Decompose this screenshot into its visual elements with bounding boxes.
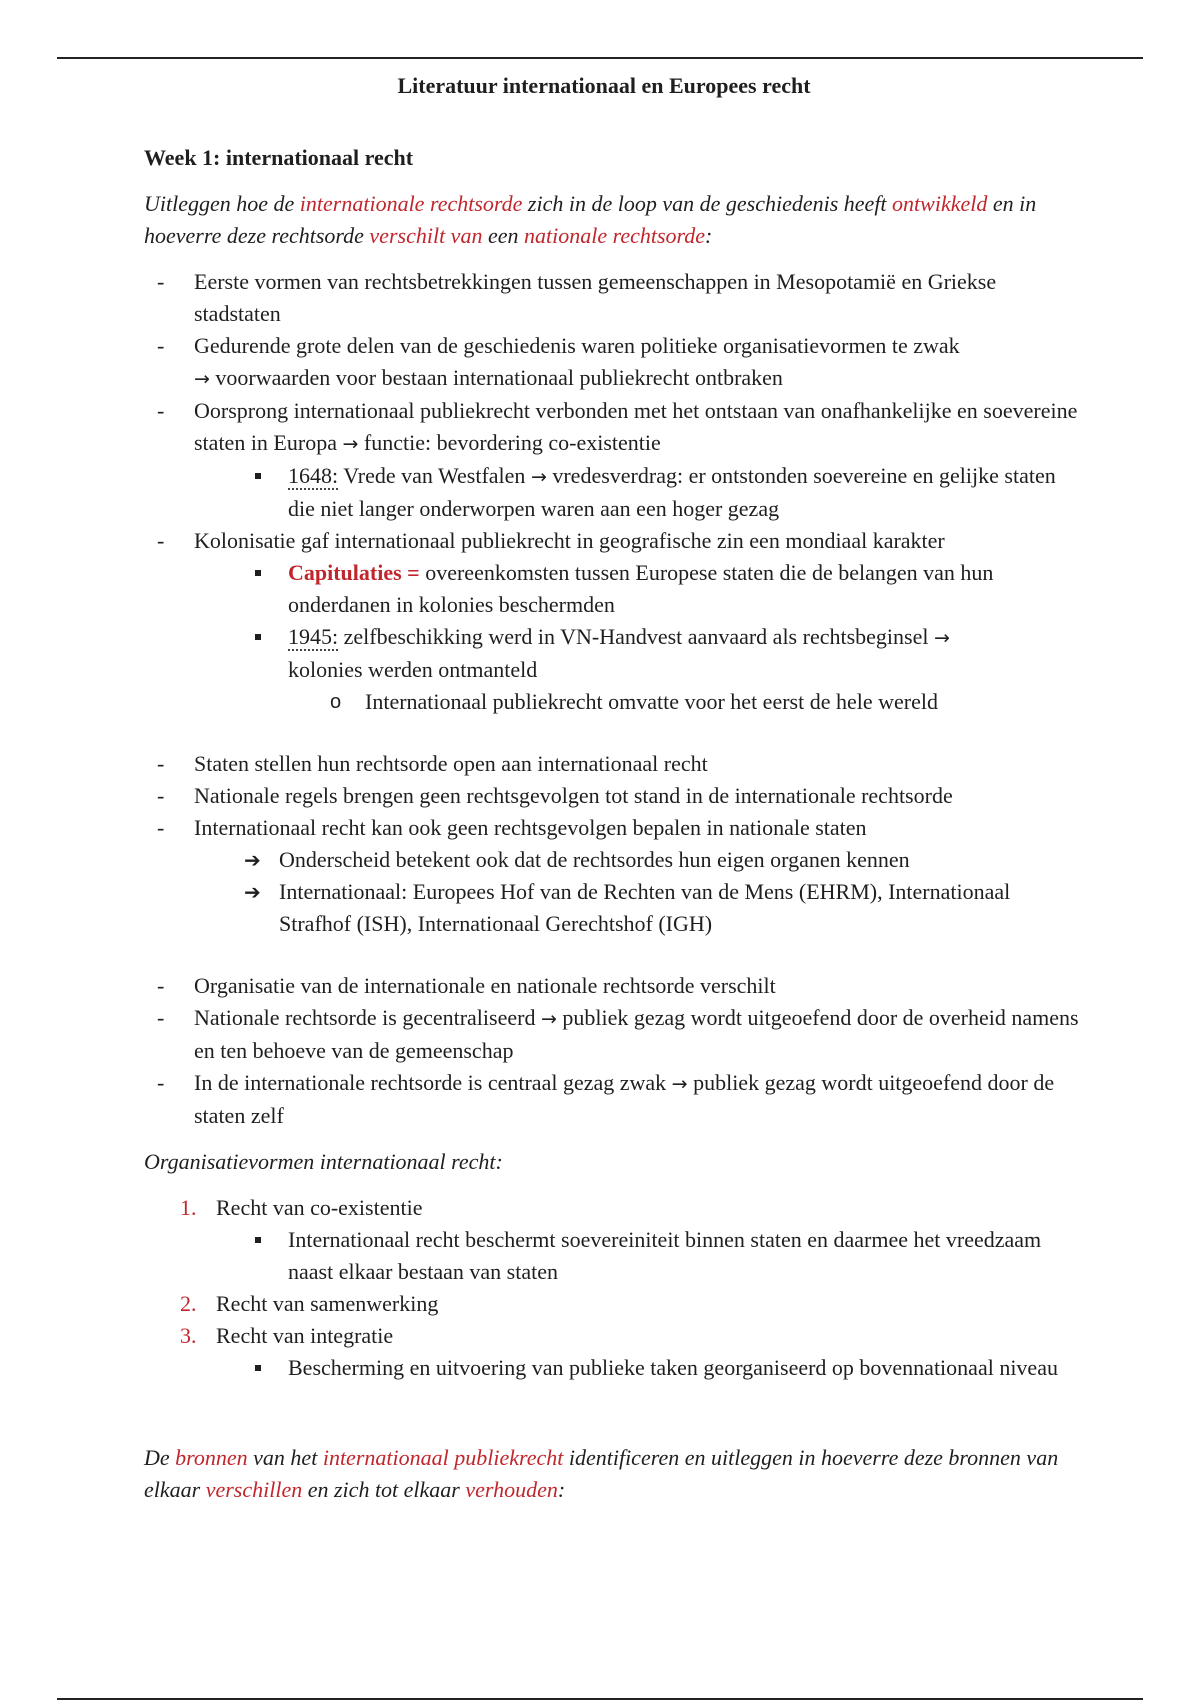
org-forms-list (144, 1192, 1084, 1224)
text: Organisatie van de internationale en nationale rechtsorde verschilt (194, 973, 776, 998)
list-item (144, 780, 1084, 812)
text: In de internationale rechtsorde is centraal gezag zwak (194, 1070, 672, 1095)
sublist (144, 1352, 1084, 1384)
sub-sublist (144, 686, 1084, 718)
text: functie: bevordering co-existentie (358, 430, 661, 455)
text: Uitleggen hoe de (144, 191, 300, 216)
list-item (144, 876, 1084, 940)
list-item (144, 1002, 1084, 1067)
document-title: Literatuur internationaal en Europees recht (397, 73, 811, 98)
arrow-list (144, 844, 1084, 940)
text: zich in de loop van de geschiedenis heeft (522, 191, 893, 216)
text: Vrede van Westfalen (338, 463, 531, 488)
highlight-term: ontwikkeld (892, 191, 988, 216)
text: vredesverdrag: er ontstonden soevereine en gelijke staten die niet langer onderworpen waren aan een hoger gezag (288, 463, 1056, 521)
text: voorwaarden voor bestaan internationaal publiekrecht ontbraken (209, 365, 783, 390)
text: : (705, 223, 713, 248)
text: Kolonisatie gaf internationaal publiekrecht in geografische zin een mondiaal karakter (194, 528, 945, 553)
arrow-icon: → (933, 627, 950, 649)
text: Internationaal recht beschermt soevereiniteit binnen staten en daarmee het vreedzaam naast elkaar bestaan van staten (288, 1227, 1042, 1284)
text: van het (247, 1445, 323, 1470)
text: publiek gezag wordt uitgeoefend door de overheid namens en ten behoeve van de gemeenschap (194, 1005, 1079, 1063)
text: Recht van samenwerking (216, 1291, 439, 1316)
text: een (482, 223, 524, 248)
document-page (144, 66, 1084, 1506)
text: publiek gezag wordt uitgeoefend door de staten zelf (194, 1070, 1055, 1128)
list-item (144, 1288, 1084, 1320)
highlight-term: internationaal publiekrecht (322, 1445, 564, 1470)
text: : (557, 1477, 566, 1502)
list-item (144, 748, 1084, 780)
text: Internationaal publiekrecht omvatte voor het eerst de hele wereld (365, 689, 938, 714)
history-list (144, 266, 1084, 460)
top-rule (57, 57, 1143, 59)
text: Nationale regels brengen geen rechtsgevolgen tot stand in de internationale rechtsorde (194, 783, 953, 808)
org-forms-heading: Organisatievormen internationaal recht: (144, 1149, 503, 1174)
text: Bescherming en uitvoering van publieke taken georganiseerd op bovennationaal niveau (288, 1355, 1058, 1380)
term-capitulaties: Capitulaties = (288, 560, 420, 585)
text: Eerste vormen van rechtsbetrekkingen tussen gemeenschappen in Mesopotamië en Griekse stadstaten (194, 269, 997, 326)
list-item (144, 525, 1084, 557)
list-item (144, 1352, 1084, 1384)
list-number: 3. (180, 1323, 197, 1348)
learning-goal-1 (144, 188, 1084, 252)
list-item (144, 557, 1084, 621)
list-item (144, 621, 1084, 686)
sublist (144, 460, 1084, 525)
list-item (144, 1224, 1084, 1288)
list-item (144, 1067, 1084, 1132)
highlight-term: verschilt van (369, 223, 483, 248)
year-1648: 1648: (288, 463, 339, 488)
list-item (144, 266, 1084, 330)
text: Internationaal: Europees Hof van de Rechten van de Mens (EHRM), Internationaal Strafhof (ISH), Internationaal Gerechtshof (IGH) (279, 879, 1011, 936)
text: Onderscheid betekent ook dat de rechtsordes hun eigen organen kennen (279, 847, 910, 872)
highlight-term: bronnen (175, 1445, 248, 1470)
text: en in hoeverre deze rechtsorde (144, 191, 1037, 248)
list-item (144, 1192, 1084, 1224)
text: Nationale rechtsorde is gecentraliseerd (194, 1005, 541, 1030)
list-number: 1. (180, 1195, 197, 1220)
list-item (144, 686, 1084, 718)
text: Internationaal recht kan ook geen rechtsgevolgen bepalen in nationale staten (194, 815, 867, 840)
highlight-term: internationale rechtsorde (299, 191, 523, 216)
year-1945: 1945: (288, 624, 339, 649)
text: Gedurende grote delen van de geschiedenis waren politieke organisatievormen te zwak (194, 333, 960, 358)
list-item (144, 970, 1084, 1002)
learning-goal-2 (144, 1442, 1084, 1506)
list-item (144, 1320, 1084, 1352)
sublist (144, 557, 1084, 686)
arrow-icon: → (342, 433, 359, 455)
text: De (144, 1445, 176, 1470)
text: Oorsprong internationaal publiekrecht verbonden met het ontstaan van onafhankelijke en soevereine staten in Europa (194, 398, 1078, 455)
highlight-term: verhouden (465, 1477, 558, 1502)
text: zelfbeschikking werd in VN-Handvest aanvaard als rechtsbeginsel (338, 624, 934, 649)
text: Recht van co-existentie (216, 1195, 423, 1220)
arrow-icon: → (671, 1073, 688, 1095)
sublist (144, 1224, 1084, 1288)
highlight-term: verschillen (205, 1477, 303, 1502)
text: Staten stellen hun rechtsorde open aan internationaal recht (194, 751, 708, 776)
week-heading: Week 1: internationaal recht (144, 145, 414, 170)
list-item (144, 844, 1084, 876)
text: overeenkomsten tussen Europese staten die de belangen van hun onderdanen in kolonies beschermden (288, 560, 994, 617)
org-forms-list-cont (144, 1288, 1084, 1352)
highlight-term: nationale rechtsorde (523, 223, 706, 248)
arrow-icon: → (530, 466, 547, 488)
text: Recht van integratie (216, 1323, 394, 1348)
list-item (144, 330, 1084, 395)
list-item (144, 812, 1084, 844)
list-item (144, 460, 1084, 525)
history-list-cont (144, 525, 1084, 557)
arrow-icon: → (540, 1008, 557, 1030)
text: en zich tot elkaar (302, 1477, 466, 1502)
list-number: 2. (180, 1291, 197, 1316)
text: kolonies werden ontmanteld (288, 657, 538, 682)
text: identificeren en uitleggen in hoeverre deze bronnen van elkaar (144, 1445, 1059, 1502)
arrow-icon: → (194, 368, 210, 390)
organisation-list (144, 970, 1084, 1132)
list-item (144, 395, 1084, 460)
legal-order-list (144, 748, 1084, 844)
